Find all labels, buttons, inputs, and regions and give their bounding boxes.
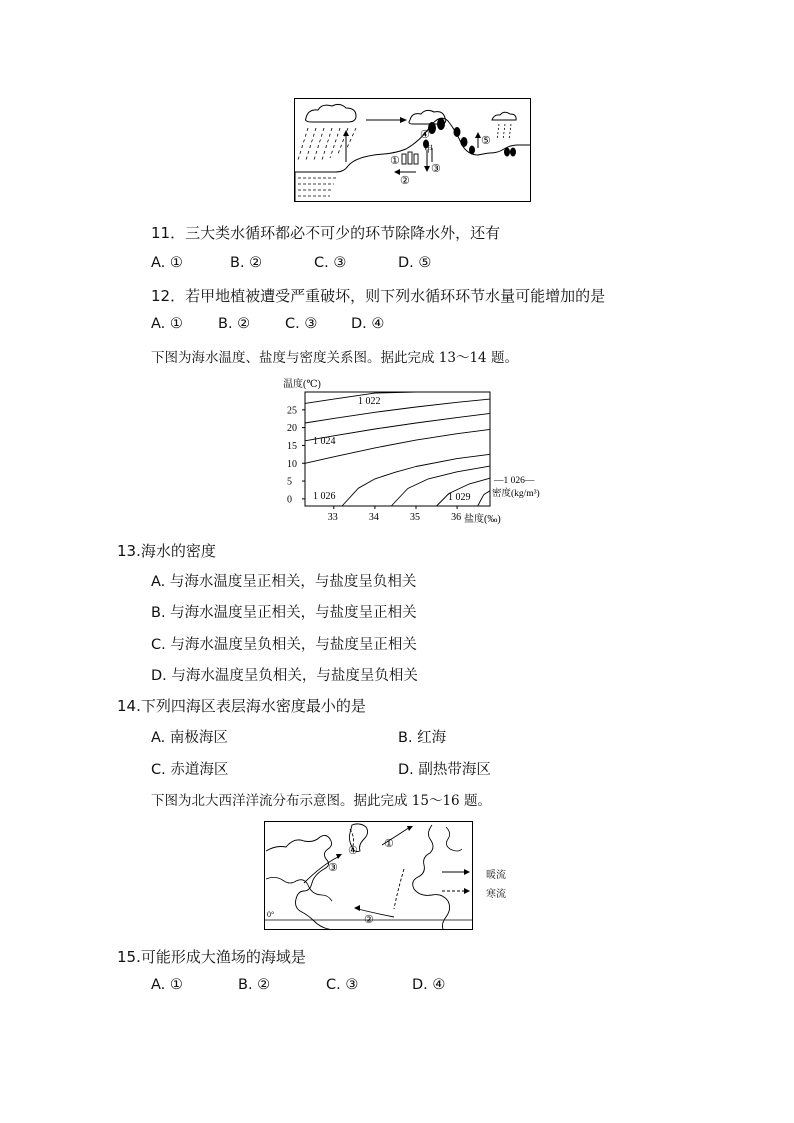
label-jia: 甲 xyxy=(424,144,434,154)
y-tick-label: 25 xyxy=(287,405,297,417)
q14-option-a[interactable]: A. 南极海区 xyxy=(151,730,228,746)
x-tick-label: 35 xyxy=(410,512,420,523)
question-11-stem: 11．三大类水循环都必不可少的环节除降水外，还有 xyxy=(151,224,501,242)
annotation-1022: 1 022 xyxy=(358,396,381,407)
current-label-1: ① xyxy=(384,838,394,850)
label-5: ⑤ xyxy=(481,135,491,147)
q15-option-d[interactable]: D. ④ xyxy=(412,977,446,993)
q13-option-c[interactable]: C. 与海水温度呈负相关，与盐度呈正相关 xyxy=(151,637,417,653)
y-tick-label: 5 xyxy=(287,476,292,488)
current-label-3: ③ xyxy=(328,862,338,874)
label-3: ③ xyxy=(431,163,441,175)
y-axis-label: 温度(℃) xyxy=(283,379,321,390)
q11-option-b[interactable]: B. ② xyxy=(230,255,263,271)
question-14-stem: 14.下列四海区表层海水密度最小的是 xyxy=(117,697,366,715)
x-tick-label: 33 xyxy=(327,512,338,523)
question-13-stem: 13.海水的密度 xyxy=(117,542,216,560)
y-tick-label: 0 xyxy=(287,494,292,506)
q14-option-b[interactable]: B. 红海 xyxy=(398,730,447,746)
current-label-2: ② xyxy=(364,914,374,926)
label-4: ④ xyxy=(420,129,430,141)
annotation-1026: 1 026 xyxy=(313,491,336,502)
x-tick-label: 36 xyxy=(451,512,462,523)
q15-option-a[interactable]: A. ① xyxy=(151,977,183,993)
question-12-stem: 12．若甲地植被遭受严重破坏，则下列水循环环节水量可能增加的是 xyxy=(151,287,606,305)
current-label-4: ④ xyxy=(348,845,358,857)
q13-option-b[interactable]: B. 与海水温度呈正相关，与盐度呈正相关 xyxy=(151,605,417,621)
q12-option-d[interactable]: D. ④ xyxy=(351,316,385,332)
annotation-1029: 1 029 xyxy=(448,492,471,503)
q14-option-c[interactable]: C. 赤道海区 xyxy=(151,762,229,778)
north-atlantic-currents-map xyxy=(264,821,473,930)
q11-option-d[interactable]: D. ⑤ xyxy=(398,255,432,271)
annotation-1026-legend: —1 026— xyxy=(494,476,535,486)
q15-option-b[interactable]: B. ② xyxy=(238,977,271,993)
intro-13-14: 下图为海水温度、盐度与密度关系图。据此完成 13～14 题。 xyxy=(151,350,518,366)
q15-option-c[interactable]: C. ③ xyxy=(326,977,359,993)
x-axis-label: 盐度(‰) xyxy=(464,514,501,525)
q11-option-c[interactable]: C. ③ xyxy=(314,255,347,271)
y-tick-label: 10 xyxy=(287,458,297,470)
label-1: ① xyxy=(390,155,400,167)
q11-option-a[interactable]: A. ① xyxy=(151,255,183,271)
q14-option-d[interactable]: D. 副热带海区 xyxy=(398,762,491,778)
q12-option-a[interactable]: A. ① xyxy=(151,316,183,332)
equator-label: 0° xyxy=(267,910,275,919)
q12-option-c[interactable]: C. ③ xyxy=(285,316,318,332)
density-legend-label: 密度(kg/m³) xyxy=(492,489,540,499)
q13-option-a[interactable]: A. 与海水温度呈正相关，与盐度呈负相关 xyxy=(151,574,417,590)
x-tick-label: 34 xyxy=(368,512,379,523)
annotation-1024: 1 024 xyxy=(313,436,336,447)
label-2: ② xyxy=(400,175,410,187)
q12-option-b[interactable]: B. ② xyxy=(218,316,251,332)
y-tick-label: 15 xyxy=(287,440,297,452)
temperature-salinity-density-chart xyxy=(280,374,560,526)
water-cycle-figure xyxy=(294,98,531,202)
legend-warm-label: 暖流 xyxy=(486,870,506,881)
y-tick-label: 20 xyxy=(287,423,297,435)
question-15-stem: 15.可能形成大渔场的海域是 xyxy=(117,948,306,966)
legend-cold-label: 寒流 xyxy=(486,889,506,900)
intro-15-16: 下图为北大西洋洋流分布示意图。据此完成 15～16 题。 xyxy=(151,793,491,809)
q13-option-d[interactable]: D. 与海水温度呈负相关，与盐度呈负相关 xyxy=(151,668,418,684)
